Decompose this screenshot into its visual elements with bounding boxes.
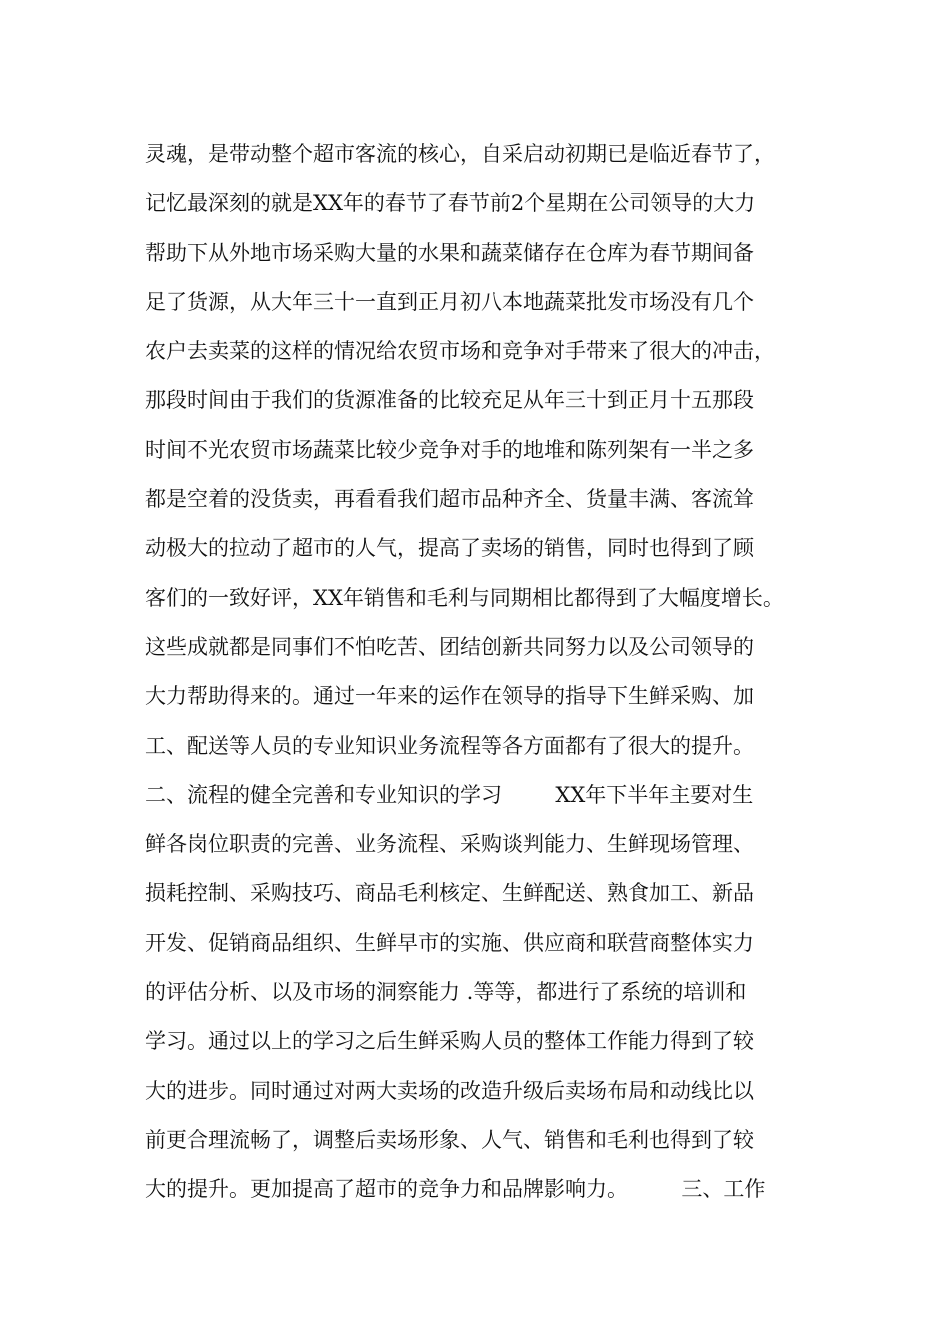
text-line: 时间不光农贸市场蔬菜比较少竞争对手的地堆和陈列架有一半之多: [145, 437, 754, 462]
text-line: 损耗控制、采购技巧、商品毛利核定、生鲜配送、熟食加工、新品: [145, 881, 754, 906]
text-line: 的评估分析、以及市场的洞察能力 .等等，都进行了系统的培训和: [145, 980, 747, 1005]
text-line: 前更合理流畅了，调整后卖场形象、人气、销售和毛利也得到了较: [145, 1127, 754, 1152]
text-line: 记忆最深刻的就是XX年的春节了春节前2个星期在公司领导的大力: [145, 191, 756, 216]
text-line: 都是空着的没货卖，再看看我们超市品种齐全、货量丰满、客流耸: [145, 487, 754, 512]
body-text: [145, 130, 815, 1215]
text-line: 客们的一致好评，XX年销售和毛利与同期相比都得到了大幅度增长。: [145, 585, 784, 610]
section-heading-line: 二、流程的健全完善和专业知识的学习 XX年下半年主要对生: [145, 782, 754, 807]
text-line: 帮助下从外地市场采购大量的水果和蔬菜储存在仓库为春节期间备: [145, 240, 754, 265]
text-line: 灵魂，是带动整个超市客流的核心，自采启动初期已是临近春节了，: [145, 142, 775, 166]
text-line: 那段时间由于我们的货源准备的比较充足从年三十到正月十五那段: [145, 388, 754, 413]
text-line: 农户去卖菜的这样的情况给农贸市场和竞争对手带来了很大的冲击，: [145, 339, 775, 364]
text-line: 大力帮助得来的。通过一年来的运作在领导的指导下生鲜采购、加: [145, 684, 754, 709]
text-line: 这些成就都是同事们不怕吃苦、团结创新共同努力以及公司领导的: [145, 634, 754, 659]
text-line: 大的进步。同时通过对两大卖场的改造升级后卖场布局和动线比以: [145, 1078, 754, 1103]
text-line: 工、配送等人员的专业知识业务流程等各方面都有了很大的提升。: [145, 733, 754, 758]
text-line: 学习。通过以上的学习之后生鲜采购人员的整体工作能力得到了较: [145, 1029, 754, 1054]
text-line: 鲜各岗位职责的完善、业务流程、采购谈判能力、生鲜现场管理、: [145, 832, 754, 857]
text-line: 动极大的拉动了超市的人气，提高了卖场的销售，同时也得到了顾: [145, 536, 754, 561]
text-line: 开发、促销商品组织、生鲜早市的实施、供应商和联营商整体实力: [145, 930, 754, 955]
text-line: 足了货源，从大年三十一直到正月初八本地蔬菜批发市场没有几个: [145, 289, 754, 314]
text-line: 大的提升。更加提高了超市的竞争力和品牌影响力。 三、工作: [145, 1177, 766, 1202]
